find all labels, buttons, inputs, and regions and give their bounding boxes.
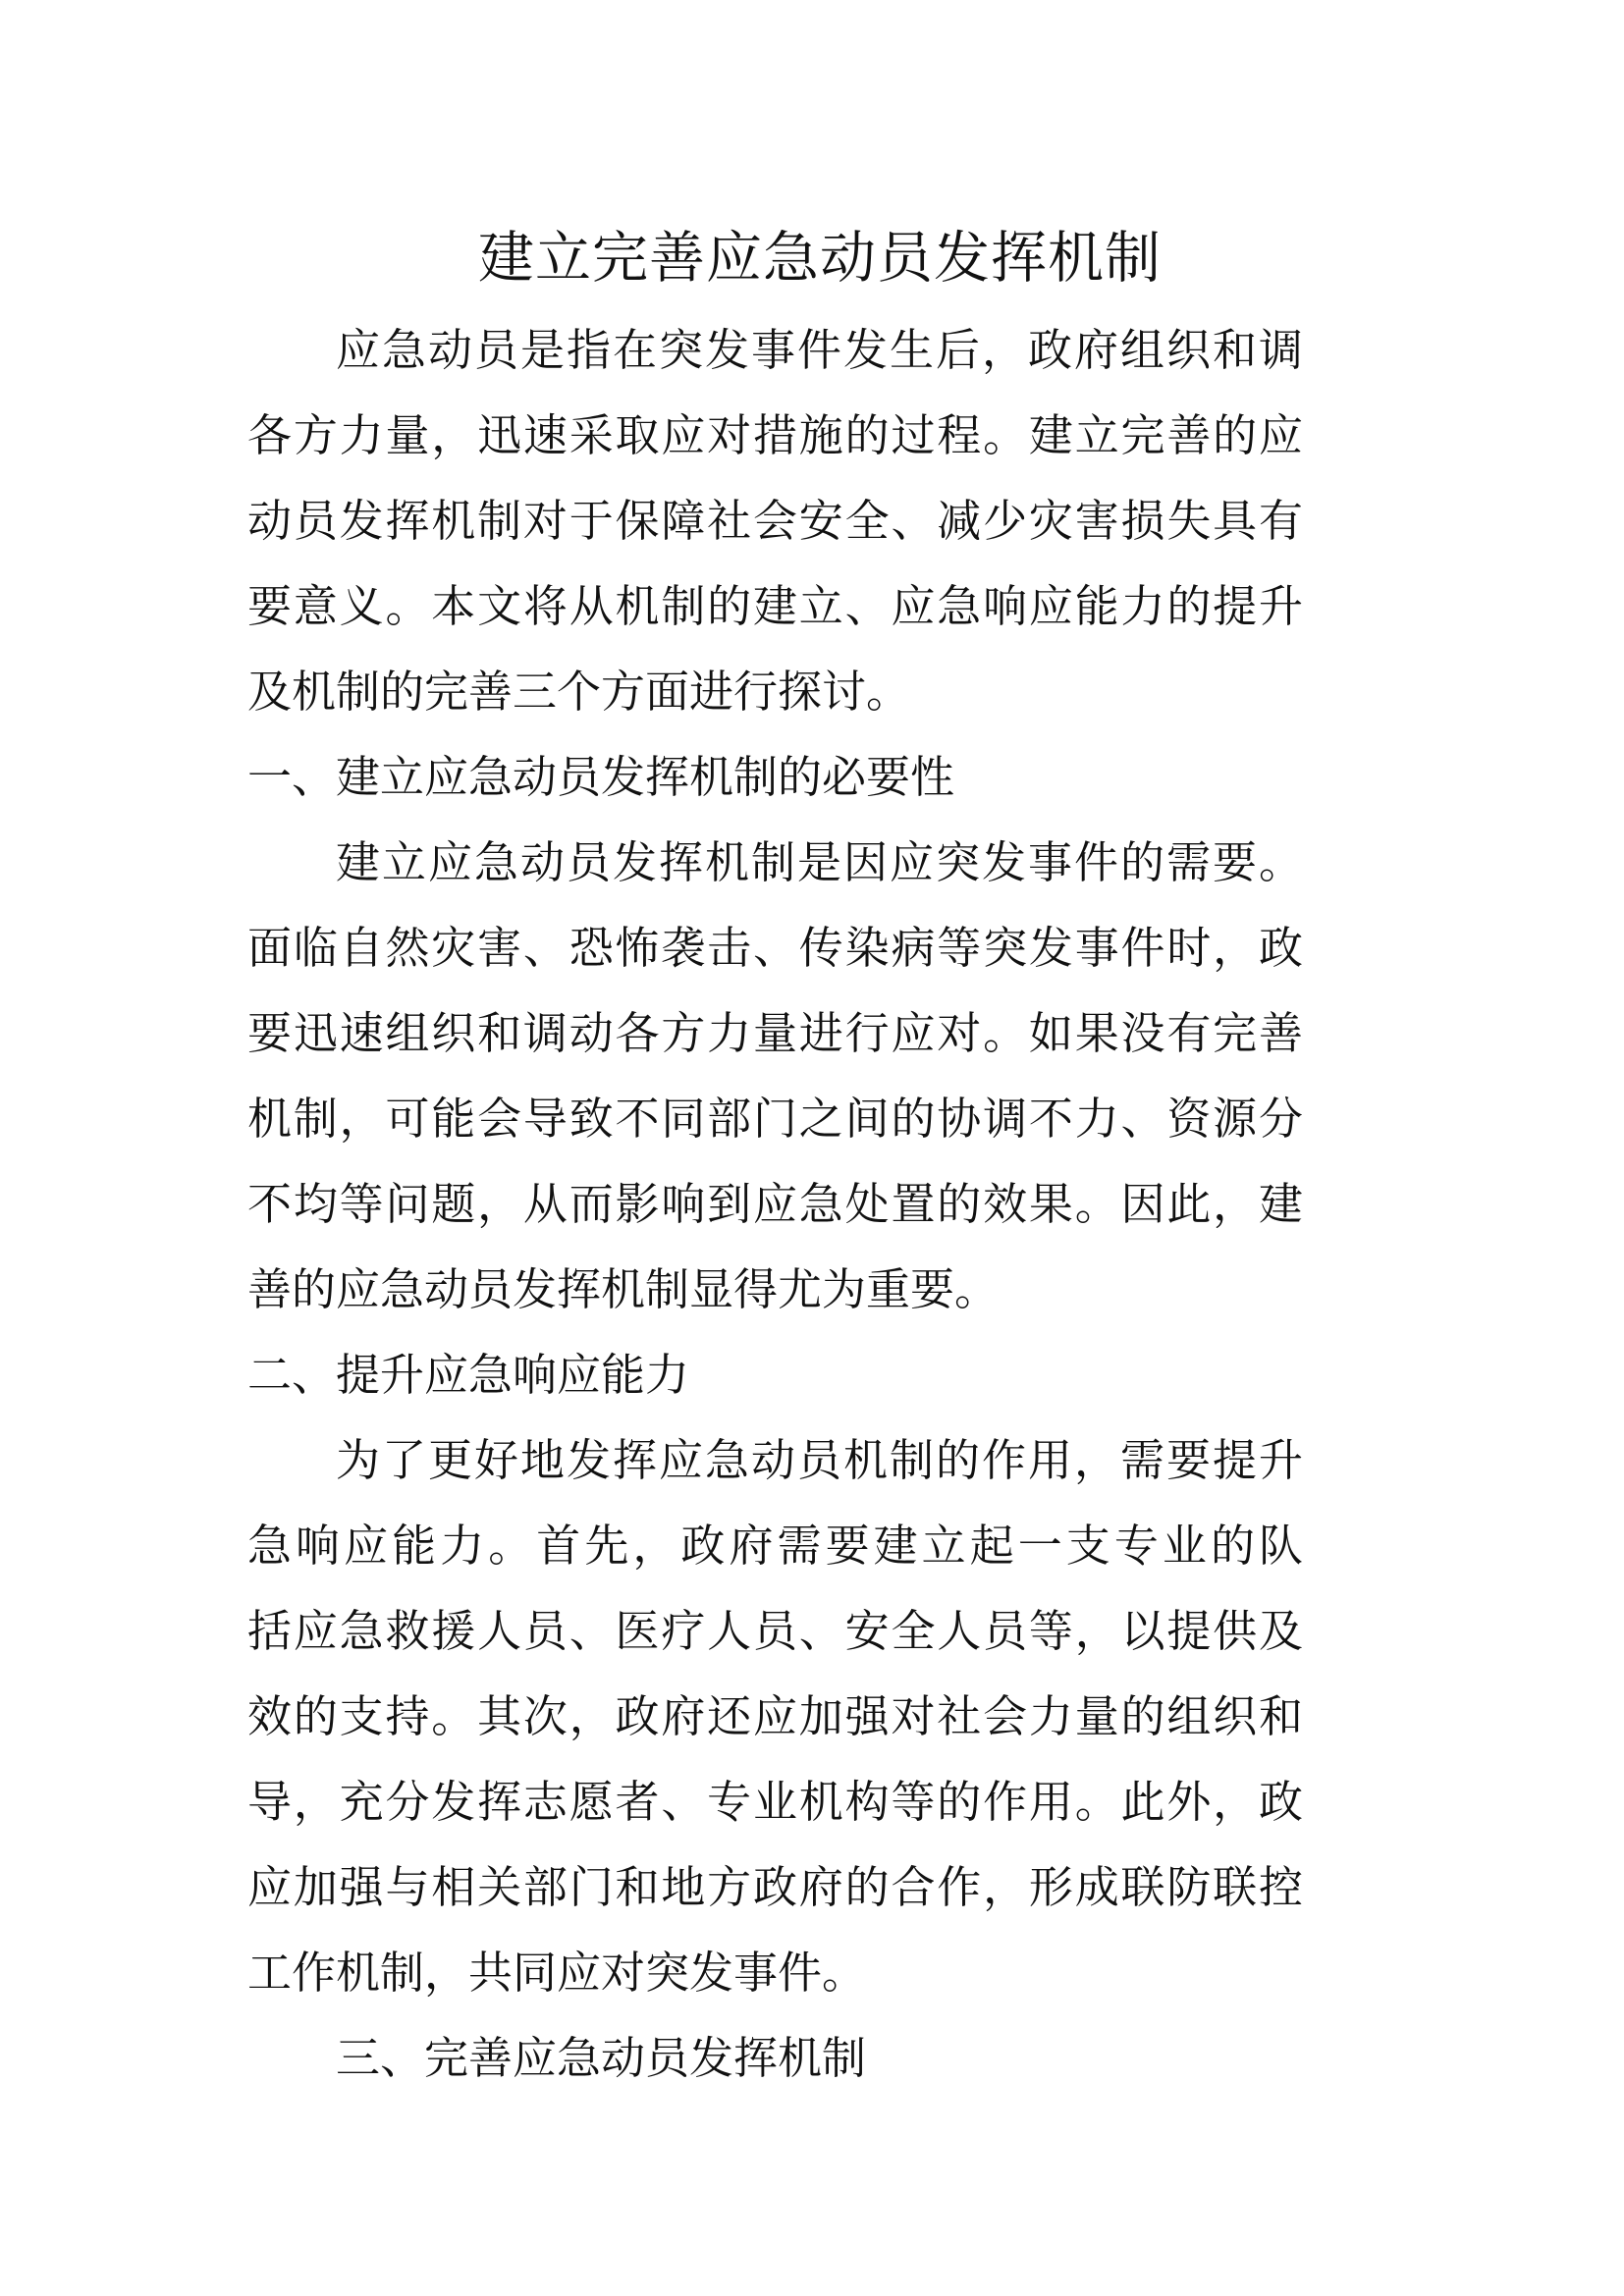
section-heading-2: 二、提升应急响应能力 — [247, 1349, 690, 1401]
paragraph-line: 工作机制，共同应对突发事件。 — [247, 1947, 867, 1999]
document-title: 建立完善应急动员发挥机制 — [478, 226, 1162, 291]
paragraph-line: 应急动员是指在突发事件发生后，政府组织和调 — [336, 324, 1303, 376]
paragraph-line: 建立应急动员发挥机制是因应突发事件的需要。 — [336, 836, 1303, 888]
section-heading-3: 三、完善应急动员发挥机制 — [336, 2032, 867, 2084]
paragraph-line: 导，充分发挥志愿者、专业机构等的作用。此外，政 — [247, 1776, 1303, 1828]
paragraph-line: 括应急救援人员、医疗人员、安全人员等，以提供及 — [247, 1605, 1303, 1657]
paragraph-line: 为了更好地发挥应急动员机制的作用，需要提升 — [336, 1434, 1303, 1486]
paragraph-line: 各方力量，迅速采取应对措施的过程。建立完善的应 — [247, 409, 1303, 461]
paragraph-line: 善的应急动员发挥机制显得尤为重要。 — [247, 1263, 1000, 1315]
paragraph-line: 要意义。本文将从机制的建立、应急响应能力的提升 — [247, 580, 1303, 632]
section-heading-1: 一、建立应急动员发挥机制的必要性 — [247, 751, 955, 803]
paragraph-line: 应加强与相关部门和地方政府的合作，形成联防联控 — [247, 1861, 1303, 1913]
paragraph-line: 及机制的完善三个方面进行探讨。 — [247, 666, 911, 718]
paragraph-line: 效的支持。其次，政府还应加强对社会力量的组织和 — [247, 1690, 1303, 1742]
paragraph-line: 不均等问题，从而影响到应急处置的效果。因此，建 — [247, 1178, 1303, 1230]
paragraph-line: 动员发挥机制对于保障社会安全、减少灾害损失具有 — [247, 495, 1303, 547]
paragraph-line: 要迅速组织和调动各方力量进行应对。如果没有完善 — [247, 1007, 1303, 1059]
document-body — [247, 307, 1303, 2101]
paragraph-line: 机制，可能会导致不同部门之间的协调不力、资源分 — [247, 1093, 1303, 1145]
paragraph-line: 急响应能力。首先，政府需要建立起一支专业的队 — [247, 1520, 1303, 1572]
paragraph-line: 面临自然灾害、恐怖袭击、传染病等突发事件时，政 — [247, 922, 1303, 974]
